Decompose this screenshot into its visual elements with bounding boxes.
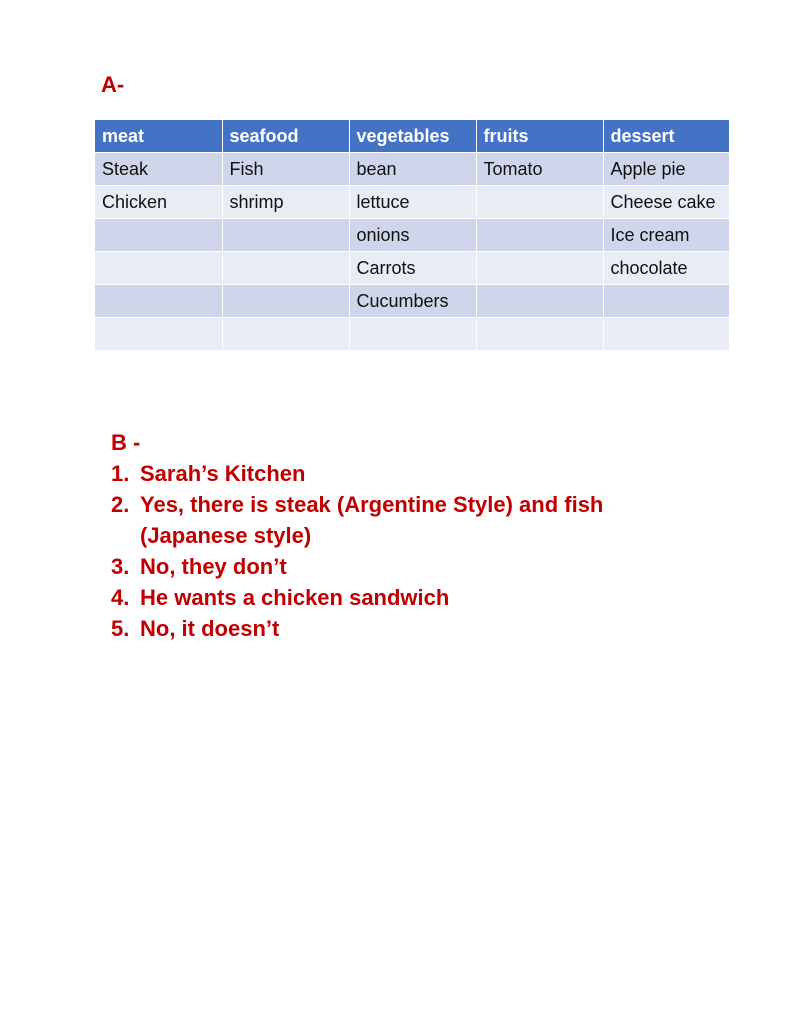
table-cell [476,252,603,285]
table-row [95,252,729,285]
table-cell [222,285,349,318]
section-b-heading: B - [111,430,141,455]
table-cell [95,285,222,318]
table-cell: Steak [95,153,222,186]
table-cell [95,219,222,252]
table-cell: Cheese cake [603,186,729,219]
table-cell [476,186,603,219]
table-cell: Apple pie [603,153,729,186]
table-cell: Chicken [95,186,222,219]
answer-number: 2. [111,492,130,517]
table-cell: onions [349,219,476,252]
table-cell [476,219,603,252]
table-row [95,318,729,351]
table-cell [95,252,222,285]
food-category-table [95,120,729,351]
section-b-answers [111,427,671,644]
table-cell [222,219,349,252]
list-item [111,551,671,582]
answer-number: 1. [111,461,130,486]
table-cell: Ice cream [603,219,729,252]
list-item [111,489,671,551]
table-header-row [95,120,729,153]
header-dessert: dessert [603,120,729,153]
header-fruits: fruits [476,120,603,153]
header-vegetables: vegetables [349,120,476,153]
table-cell [222,318,349,351]
answer-text: He wants a chicken sandwich [140,585,450,610]
list-item [111,458,671,489]
answer-list [111,458,671,644]
table-row [95,285,729,318]
table-cell [603,318,729,351]
table-cell [349,318,476,351]
table-row [95,219,729,252]
table-cell: Tomato [476,153,603,186]
table-cell: bean [349,153,476,186]
answer-text: Yes, there is steak (Argentine Style) and fish (Japanese style) [140,492,604,548]
list-item [111,613,671,644]
table-cell [476,285,603,318]
table-cell: lettuce [349,186,476,219]
table-cell: shrimp [222,186,349,219]
table-cell [603,285,729,318]
section-a-heading: A- [101,72,125,97]
header-meat: meat [95,120,222,153]
answer-text: No, it doesn’t [140,616,280,641]
answer-number: 3. [111,554,130,579]
answer-number: 4. [111,585,130,610]
answer-number: 5. [111,616,130,641]
table-cell: Fish [222,153,349,186]
table-row [95,186,729,219]
table-cell: Cucumbers [349,285,476,318]
answer-text: Sarah’s Kitchen [140,461,306,486]
table-cell: chocolate [603,252,729,285]
header-seafood: seafood [222,120,349,153]
table-row [95,153,729,186]
table-cell [95,318,222,351]
table-cell [476,318,603,351]
list-item [111,582,671,613]
table-cell: Carrots [349,252,476,285]
answer-text: No, they don’t [140,554,287,579]
table-cell [222,252,349,285]
